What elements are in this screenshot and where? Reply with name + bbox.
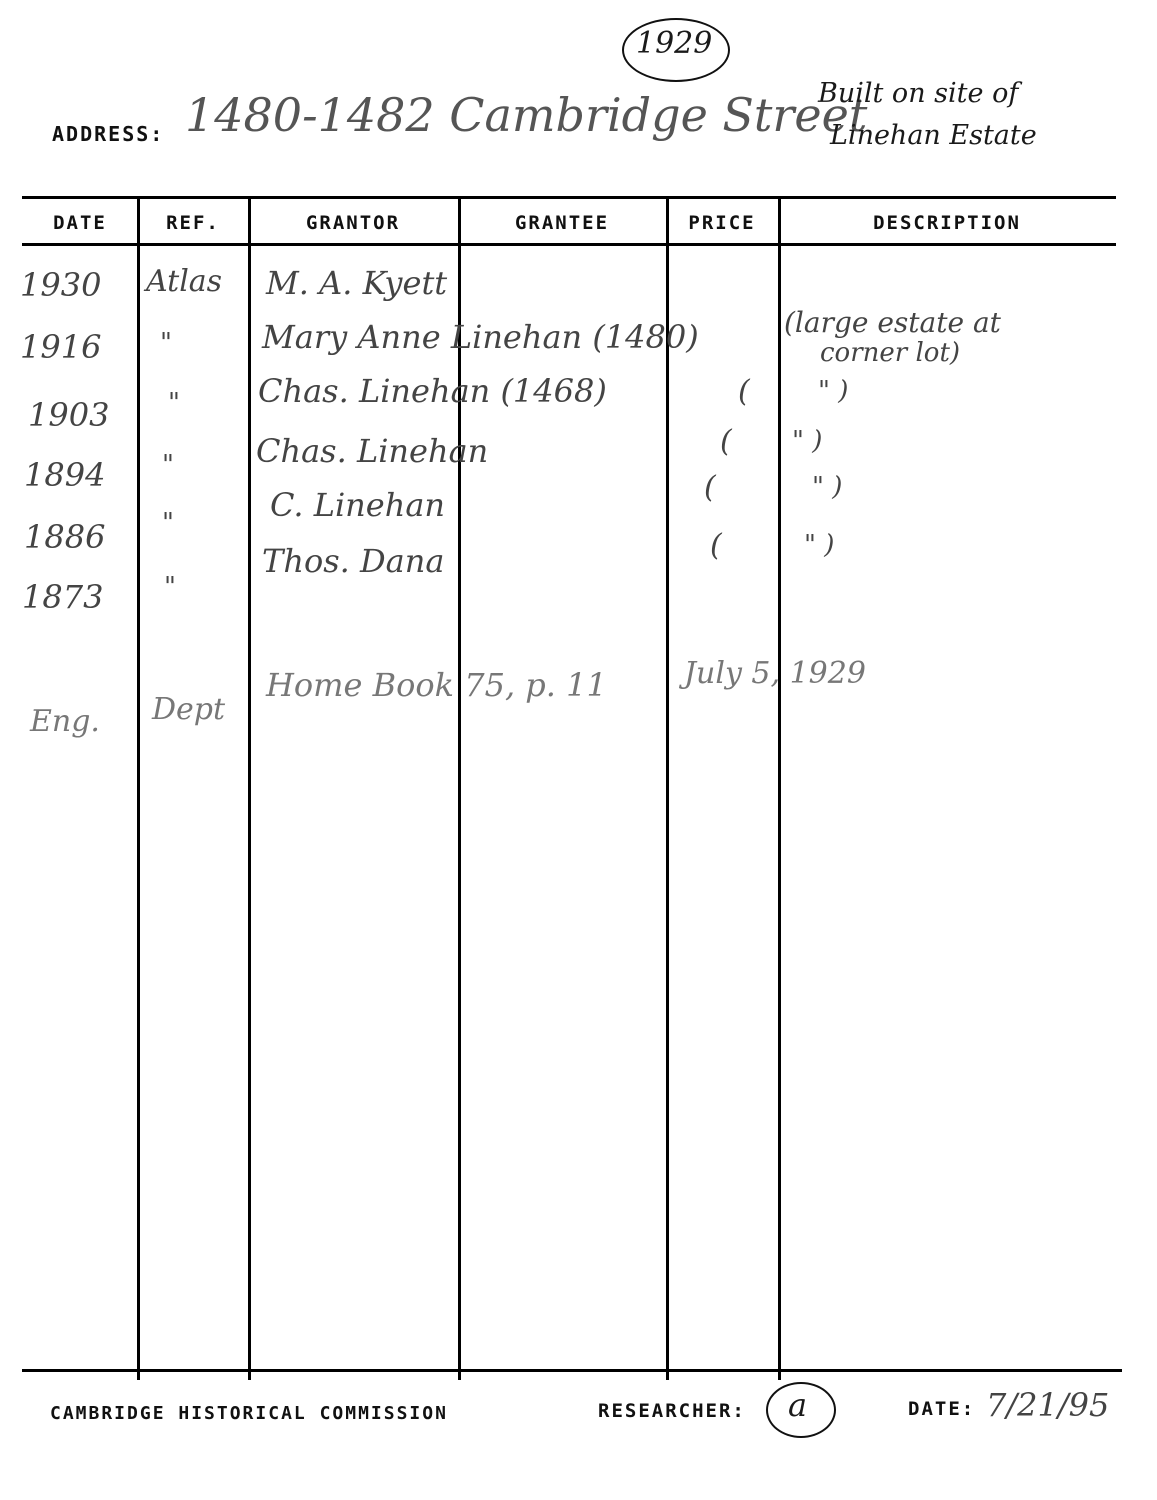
- row-description: " ): [812, 472, 843, 502]
- divider-date-ref: [137, 198, 140, 1380]
- row-date: 1894: [24, 456, 106, 494]
- row-ref: ": [160, 328, 172, 358]
- year-circled: 1929: [636, 26, 713, 61]
- eng-price: July 5, 1929: [684, 656, 866, 691]
- eng-grantor: Home Book 75, p. 11: [266, 666, 607, 704]
- table-header-rule: [22, 243, 1116, 246]
- row-date: 1930: [20, 266, 102, 304]
- row-ref: ": [162, 508, 174, 538]
- commission-name: CAMBRIDGE HISTORICAL COMMISSION: [50, 1403, 448, 1424]
- table-bottom-rule: [22, 1369, 1122, 1372]
- row-grantor: Chas. Linehan (1468): [258, 372, 607, 410]
- row-date: 1903: [28, 396, 110, 434]
- row-ref: ": [168, 388, 180, 418]
- divider-ref-grantor: [248, 198, 251, 1380]
- divider-price-desc: [778, 198, 781, 1380]
- header-date: DATE: [53, 212, 107, 234]
- row-price: (: [704, 470, 716, 505]
- row-grantor: Thos. Dana: [262, 542, 445, 580]
- header-price: PRICE: [688, 212, 756, 234]
- row-description: (large estate at: [784, 306, 1001, 339]
- researcher-label: RESEARCHER:: [598, 1400, 746, 1422]
- header-ref: REF.: [166, 212, 220, 234]
- row-ref: ": [164, 572, 176, 602]
- date-value: 7/21/95: [986, 1386, 1110, 1424]
- eng-date: Eng.: [30, 704, 100, 739]
- row-date: 1886: [24, 518, 106, 556]
- row-grantor: Mary Anne Linehan (1480): [262, 318, 699, 356]
- row-grantor: M. A. Kyett: [266, 264, 448, 302]
- row-ref: ": [162, 450, 174, 480]
- address-value: 1480-1482 Cambridge Street: [185, 88, 868, 142]
- date-label: DATE:: [908, 1398, 976, 1420]
- eng-ref: Dept: [152, 692, 226, 727]
- row-date: 1873: [22, 578, 104, 616]
- row-description: " ): [792, 426, 823, 456]
- row-description: " ): [818, 376, 849, 406]
- row-price: (: [710, 528, 722, 563]
- row-price: (: [720, 424, 732, 459]
- header-grantee: GRANTEE: [514, 212, 610, 234]
- row-grantor: C. Linehan: [270, 486, 446, 524]
- address-note-line1: Built on site of: [818, 78, 1019, 109]
- row-grantor: Chas. Linehan: [256, 432, 489, 470]
- row-description-cont: corner lot): [820, 338, 961, 368]
- row-description: " ): [804, 530, 835, 560]
- header-grantor: GRANTOR: [305, 212, 401, 234]
- address-note-line2: Linehan Estate: [830, 120, 1037, 151]
- divider-grantee-price: [666, 198, 669, 1380]
- researcher-initial: a: [788, 1386, 808, 1424]
- row-price: (: [738, 374, 750, 409]
- address-label: ADDRESS:: [52, 122, 165, 146]
- row-date: 1916: [20, 328, 102, 366]
- row-ref: Atlas: [146, 264, 223, 299]
- header-description: DESCRIPTION: [873, 212, 1021, 234]
- table-top-rule: [22, 196, 1116, 199]
